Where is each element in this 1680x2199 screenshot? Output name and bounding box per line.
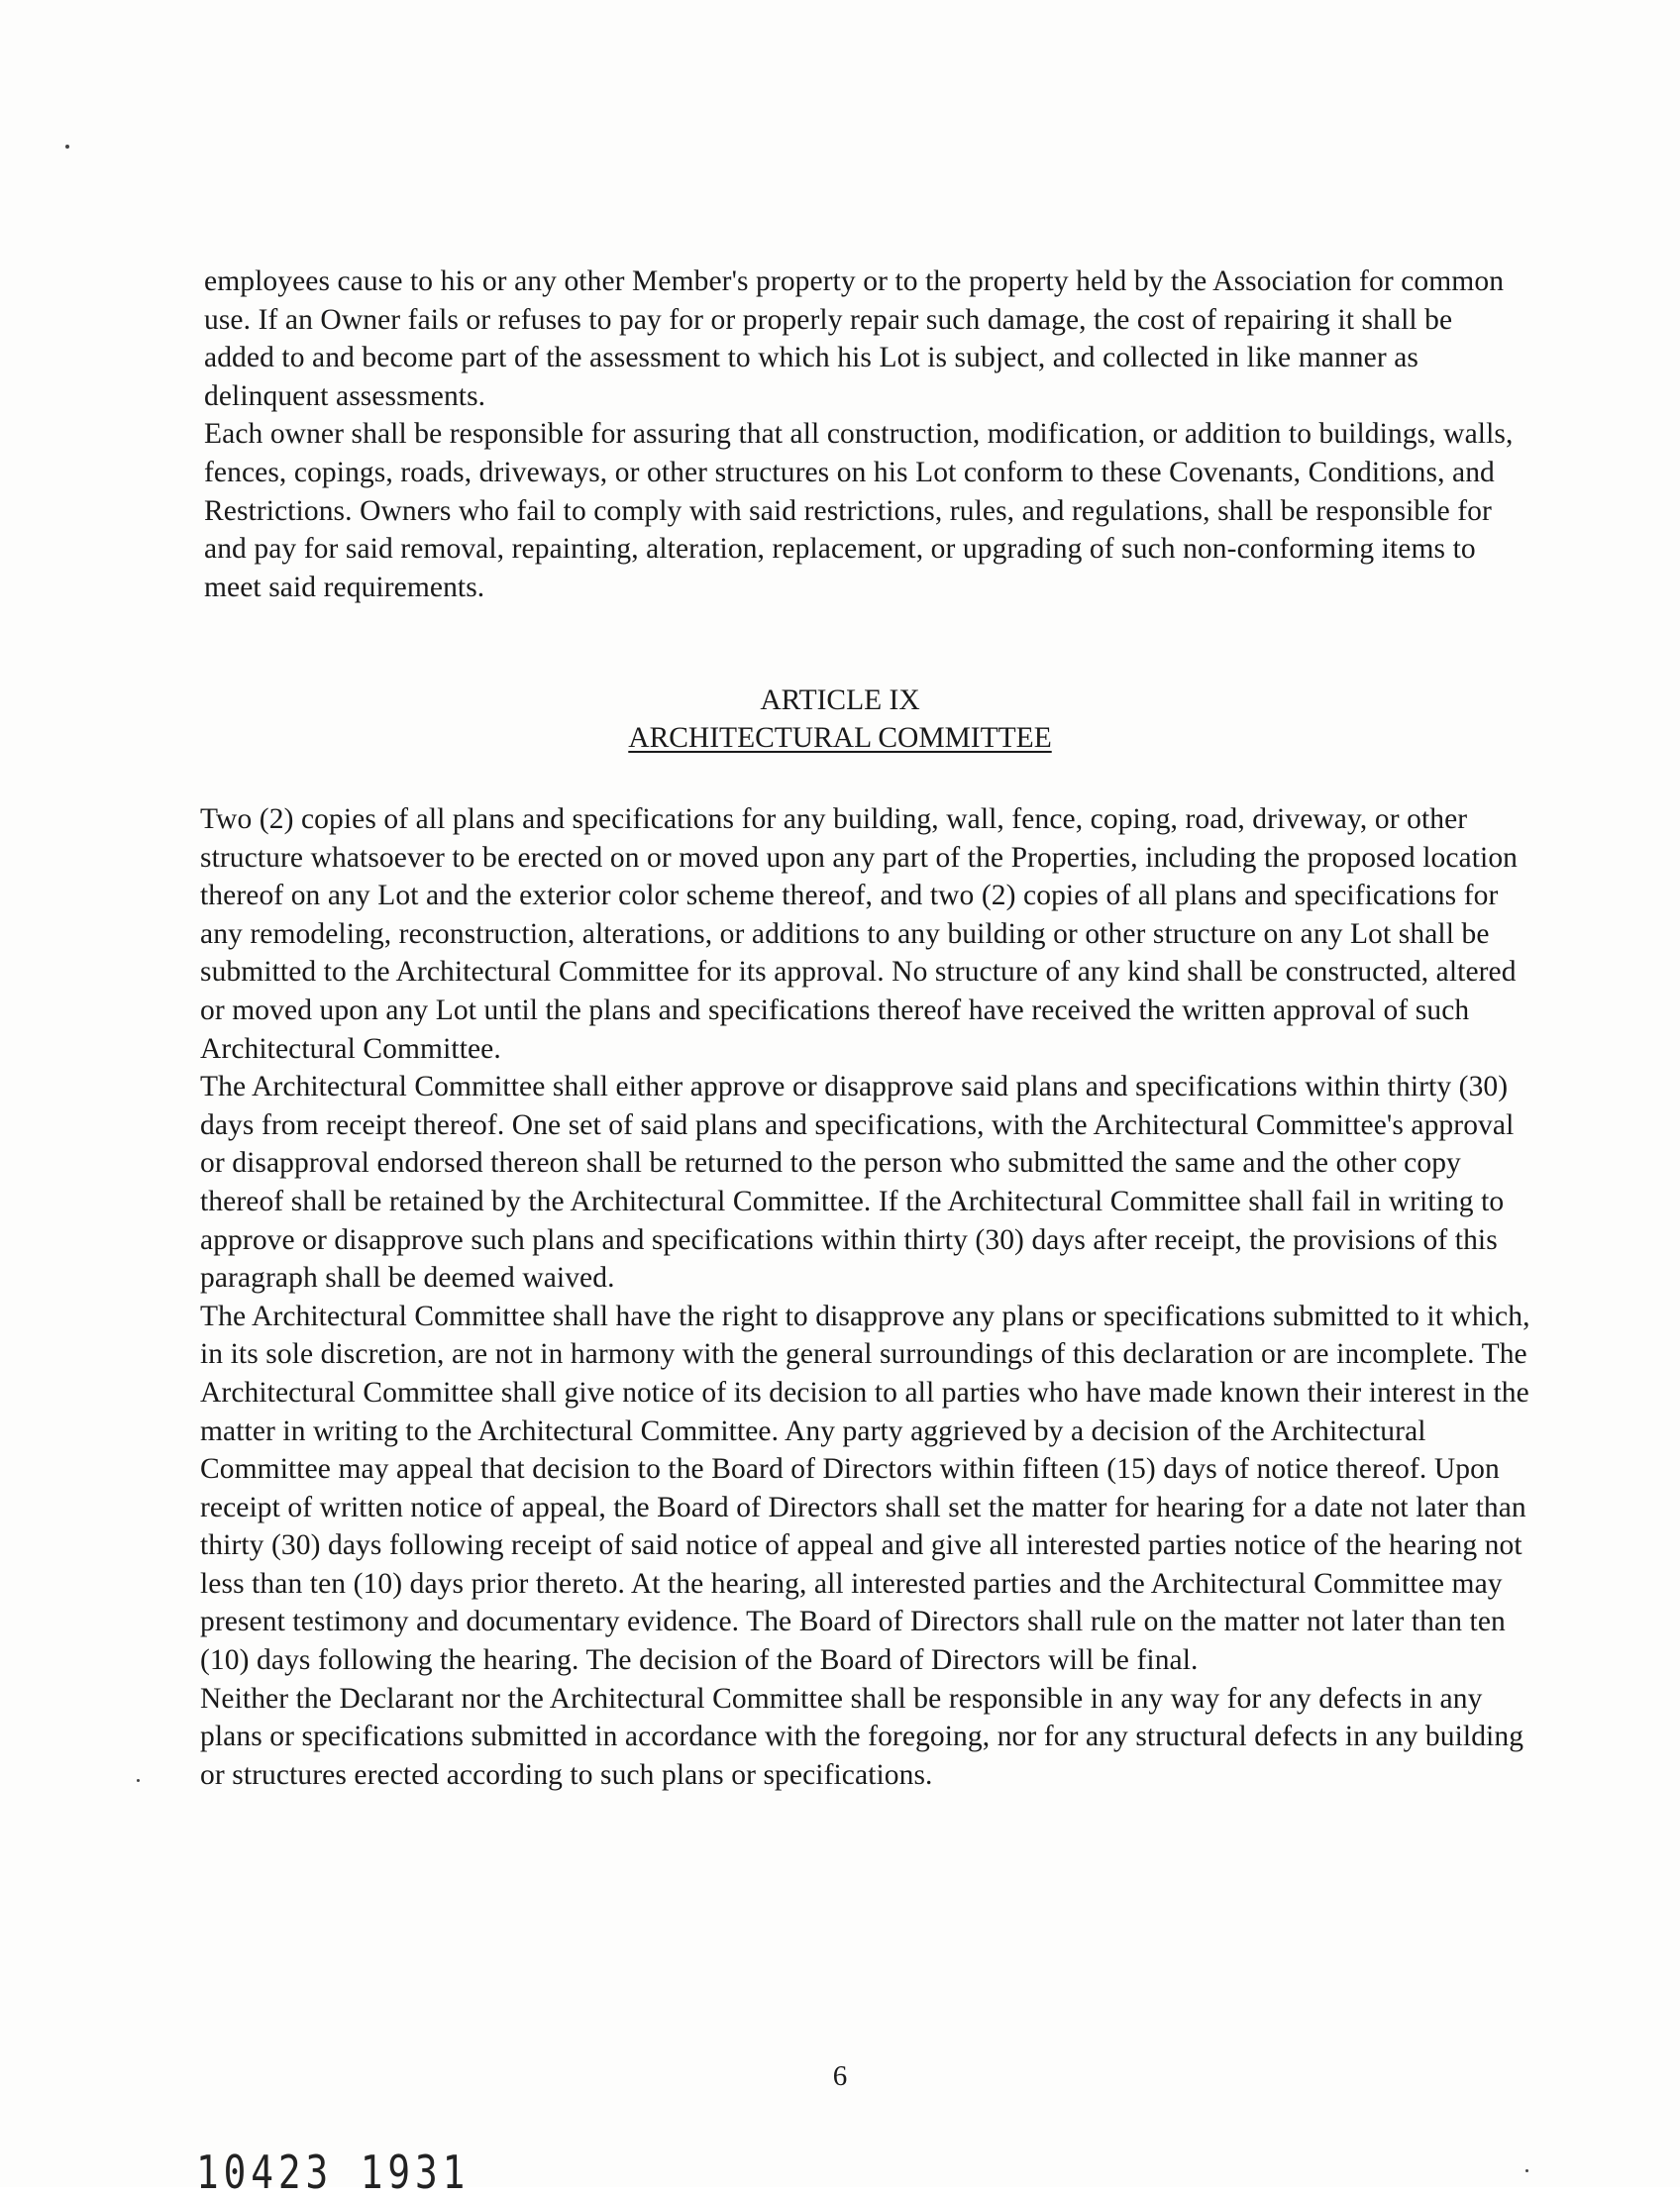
- article-title: [0, 719, 1680, 757]
- scan-speck: [1525, 2169, 1528, 2172]
- scan-speck: [65, 145, 69, 149]
- recording-number: 10423 1931: [196, 2146, 471, 2199]
- body-text-top: [204, 262, 1522, 606]
- paragraph-owner-responsibility: Each owner shall be responsible for assuring that all construction, modification, or addition to buildings, walls, fences, copings, roads, driveways, or other structures on his Lot conform to these Covenants, Conditions, and Restrictions. Owners who fail to comply with said restrictions, rules, and regulations, shall be responsible for and pay for said removal, repainting, alteration, replacement, or upgrading of such non-conforming items to meet said requirements.: [204, 418, 1514, 603]
- scan-speck: [137, 1779, 140, 1782]
- paragraph-damage-liability: employees cause to his or any other Member's property or to the property held by the Association for common use. If an Owner fails or refuses to pay for or properly repair such damage, the cost of repairing it shall be added to and become part of the assessment to which his Lot is subject, and collected in like manner as delinquent assessments.: [204, 265, 1505, 412]
- paragraph-approval-timeline: The Architectural Committee shall either approve or disapprove said plans and specifications within thirty (30) days from receipt thereof. One set of said plans and specifications, with the Architectural Committee's approval or disapproval endorsed thereon shall be returned to the person who submitted the same and the other copy thereof shall be retained by the Architectural Committee. If the Architectural Committee shall fail in writing to approve or disapprove such plans and specifications within thirty (30) days after receipt, the provisions of this paragraph shall be deemed waived.: [200, 1071, 1515, 1295]
- body-text-article: [200, 800, 1532, 1794]
- page-number: 6: [832, 2060, 848, 2092]
- paragraph-appeal-process: The Architectural Committee shall have the right to disapprove any plans or specifications submitted to it which, in its sole discretion, are not in harmony with the general surroundings of this declaration or are incomplete. The Architectural Committee shall give notice of its decision to all parties who have made known their interest in the matter in writing to the Architectural Committee. Any party aggrieved by a decision of the Architectural Committee may appeal that decision to the Board of Directors within fifteen (15) days of notice thereof. Upon receipt of written notice of appeal, the Board of Directors shall set the matter for hearing for a date not later than thirty (30) days following receipt of said notice of appeal and give all interested parties notice of the hearing not less than ten (10) days prior thereto. At the hearing, all interested parties and the Architectural Committee may present testimony and documentary evidence. The Board of Directors shall rule on the matter not later than ten (10) days following the hearing. The decision of the Board of Directors will be final.: [200, 1300, 1530, 1677]
- article-title-text: ARCHITECTURAL COMMITTEE: [628, 722, 1052, 754]
- article-number: ARTICLE IX: [760, 684, 920, 716]
- paragraph-liability-disclaimer: Neither the Declarant nor the Architectural Committee shall be responsible in any way for any defects in any plans or specifications submitted in accordance with the foregoing, nor for any structural defects in any building or structures erected according to such plans or specifications.: [200, 1682, 1524, 1791]
- paragraph-plan-submission: Two (2) copies of all plans and specifications for any building, wall, fence, coping, road, driveway, or other structure whatsoever to be erected on or moved upon any part of the Properties, including the proposed location thereof on any Lot and the exterior color scheme thereof, and two (2) copies of all plans and specifications for any remodeling, reconstruction, alterations, or additions to any building or other structure on any Lot shall be submitted to the Architectural Committee for its approval. No structure of any kind shall be constructed, altered or moved upon any Lot until the plans and specifications thereof have received the written approval of such Architectural Committee.: [200, 803, 1519, 1065]
